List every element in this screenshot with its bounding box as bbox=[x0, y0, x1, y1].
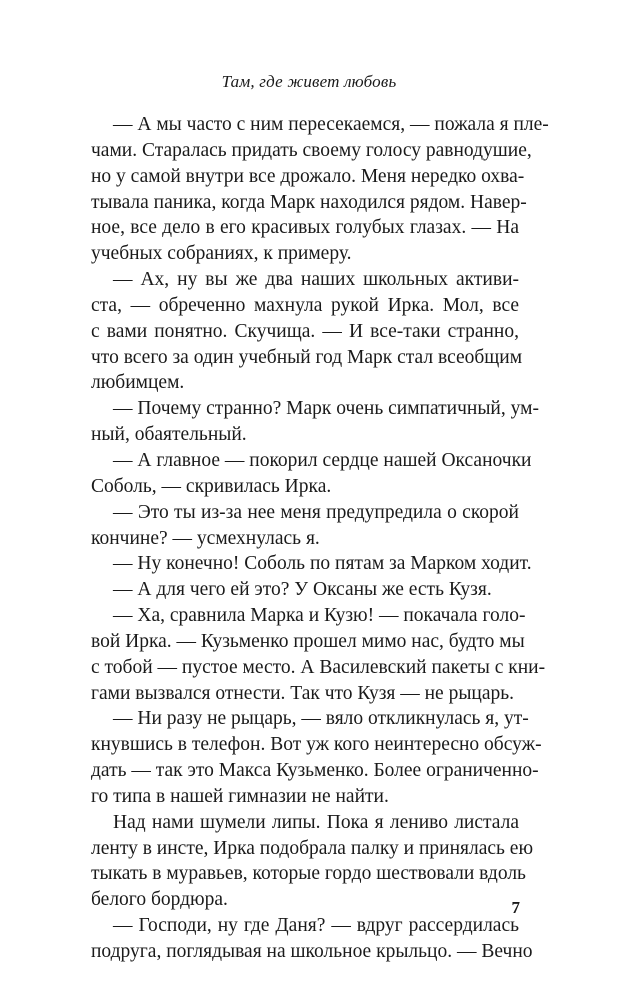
text-line: — А мы часто с ним пересекаемся, — пожала я пле- bbox=[113, 114, 549, 135]
text-line: дать — так это Макса Кузьменко. Более ограниченно- bbox=[91, 760, 539, 782]
text-line: — Ха, сравнила Марка и Кузю! — покачала голо- bbox=[113, 605, 526, 627]
text-line: тывала паника, когда Марк находился рядом. Навер- bbox=[91, 191, 527, 213]
text-line: ное, все дело в его красивых голубых глазах. — На bbox=[91, 217, 519, 239]
text-line: с вами понятно. Скучища. — И все-таки странно, bbox=[91, 320, 519, 342]
page-number: 7 bbox=[511, 898, 520, 917]
text-line: вой Ирка. — Кузьменко прошел мимо нас, будто мы bbox=[91, 630, 525, 652]
text-line: тыкать в муравьев, которые гордо шествовали вдоль bbox=[91, 863, 526, 885]
text-line: — Ни разу не рыцарь, — вяло откликнулась я, ут- bbox=[113, 708, 529, 730]
body-text bbox=[91, 112, 549, 965]
text-line: — А для чего ей это? У Оксаны же есть Кузя. bbox=[113, 579, 492, 601]
text-line: но у самой внутри все дрожало. Меня нередко охва- bbox=[91, 165, 525, 187]
text-line: с тобой — пустое место. А Василевский пакеты с кни- bbox=[91, 656, 546, 678]
text-line: Соболь, — скривилась Ирка. bbox=[91, 475, 332, 497]
text-line: — Это ты из-за нее меня предупредила о скорой bbox=[113, 501, 519, 523]
text-line: го типа в нашей гимназии не найти. bbox=[91, 785, 389, 807]
text-line: — Почему странно? Марк очень симпатичный, ум- bbox=[113, 398, 539, 420]
text-line: гами вызвался отнести. Так что Кузя — не рыцарь. bbox=[91, 682, 515, 704]
text-line: Над нами шумели липы. Пока я лениво листала bbox=[113, 811, 519, 833]
text-line: подруга, поглядывая на школьное крыльцо. — Вечно bbox=[91, 941, 533, 962]
running-header: Там, где живет любовь bbox=[221, 72, 397, 91]
text-line: — Господи, ну где Даня? — вдруг рассердилась bbox=[113, 915, 519, 937]
text-line: ный, обаятельный. bbox=[91, 424, 247, 446]
text-line: — А главное — покорил сердце нашей Оксаночки bbox=[113, 449, 532, 471]
text-line: ста, — обреченно махнула рукой Ирка. Мол, все bbox=[91, 294, 519, 316]
text-line: — Ну конечно! Соболь по пятам за Марком ходит. bbox=[113, 553, 532, 575]
text-line: что всего за один учебный год Марк стал всеобщим bbox=[91, 346, 523, 368]
text-line: чами. Старалась придать своему голосу равнодушие, bbox=[91, 139, 532, 161]
text-line: любимцем. bbox=[91, 372, 185, 394]
text-line: ленту в инсте, Ирка подобрала палку и принялась ею bbox=[91, 837, 534, 859]
text-line: кончине? — усмехнулась я. bbox=[91, 527, 320, 549]
text-line: белого бордюра. bbox=[91, 889, 228, 911]
text-line: учебных собраниях, к примеру. bbox=[91, 243, 352, 265]
text-line: кнувшись в телефон. Вот уж кого неинтересно обсуж- bbox=[91, 734, 542, 756]
text-line: — Ах, ну вы же два наших школьных активи- bbox=[113, 269, 519, 291]
